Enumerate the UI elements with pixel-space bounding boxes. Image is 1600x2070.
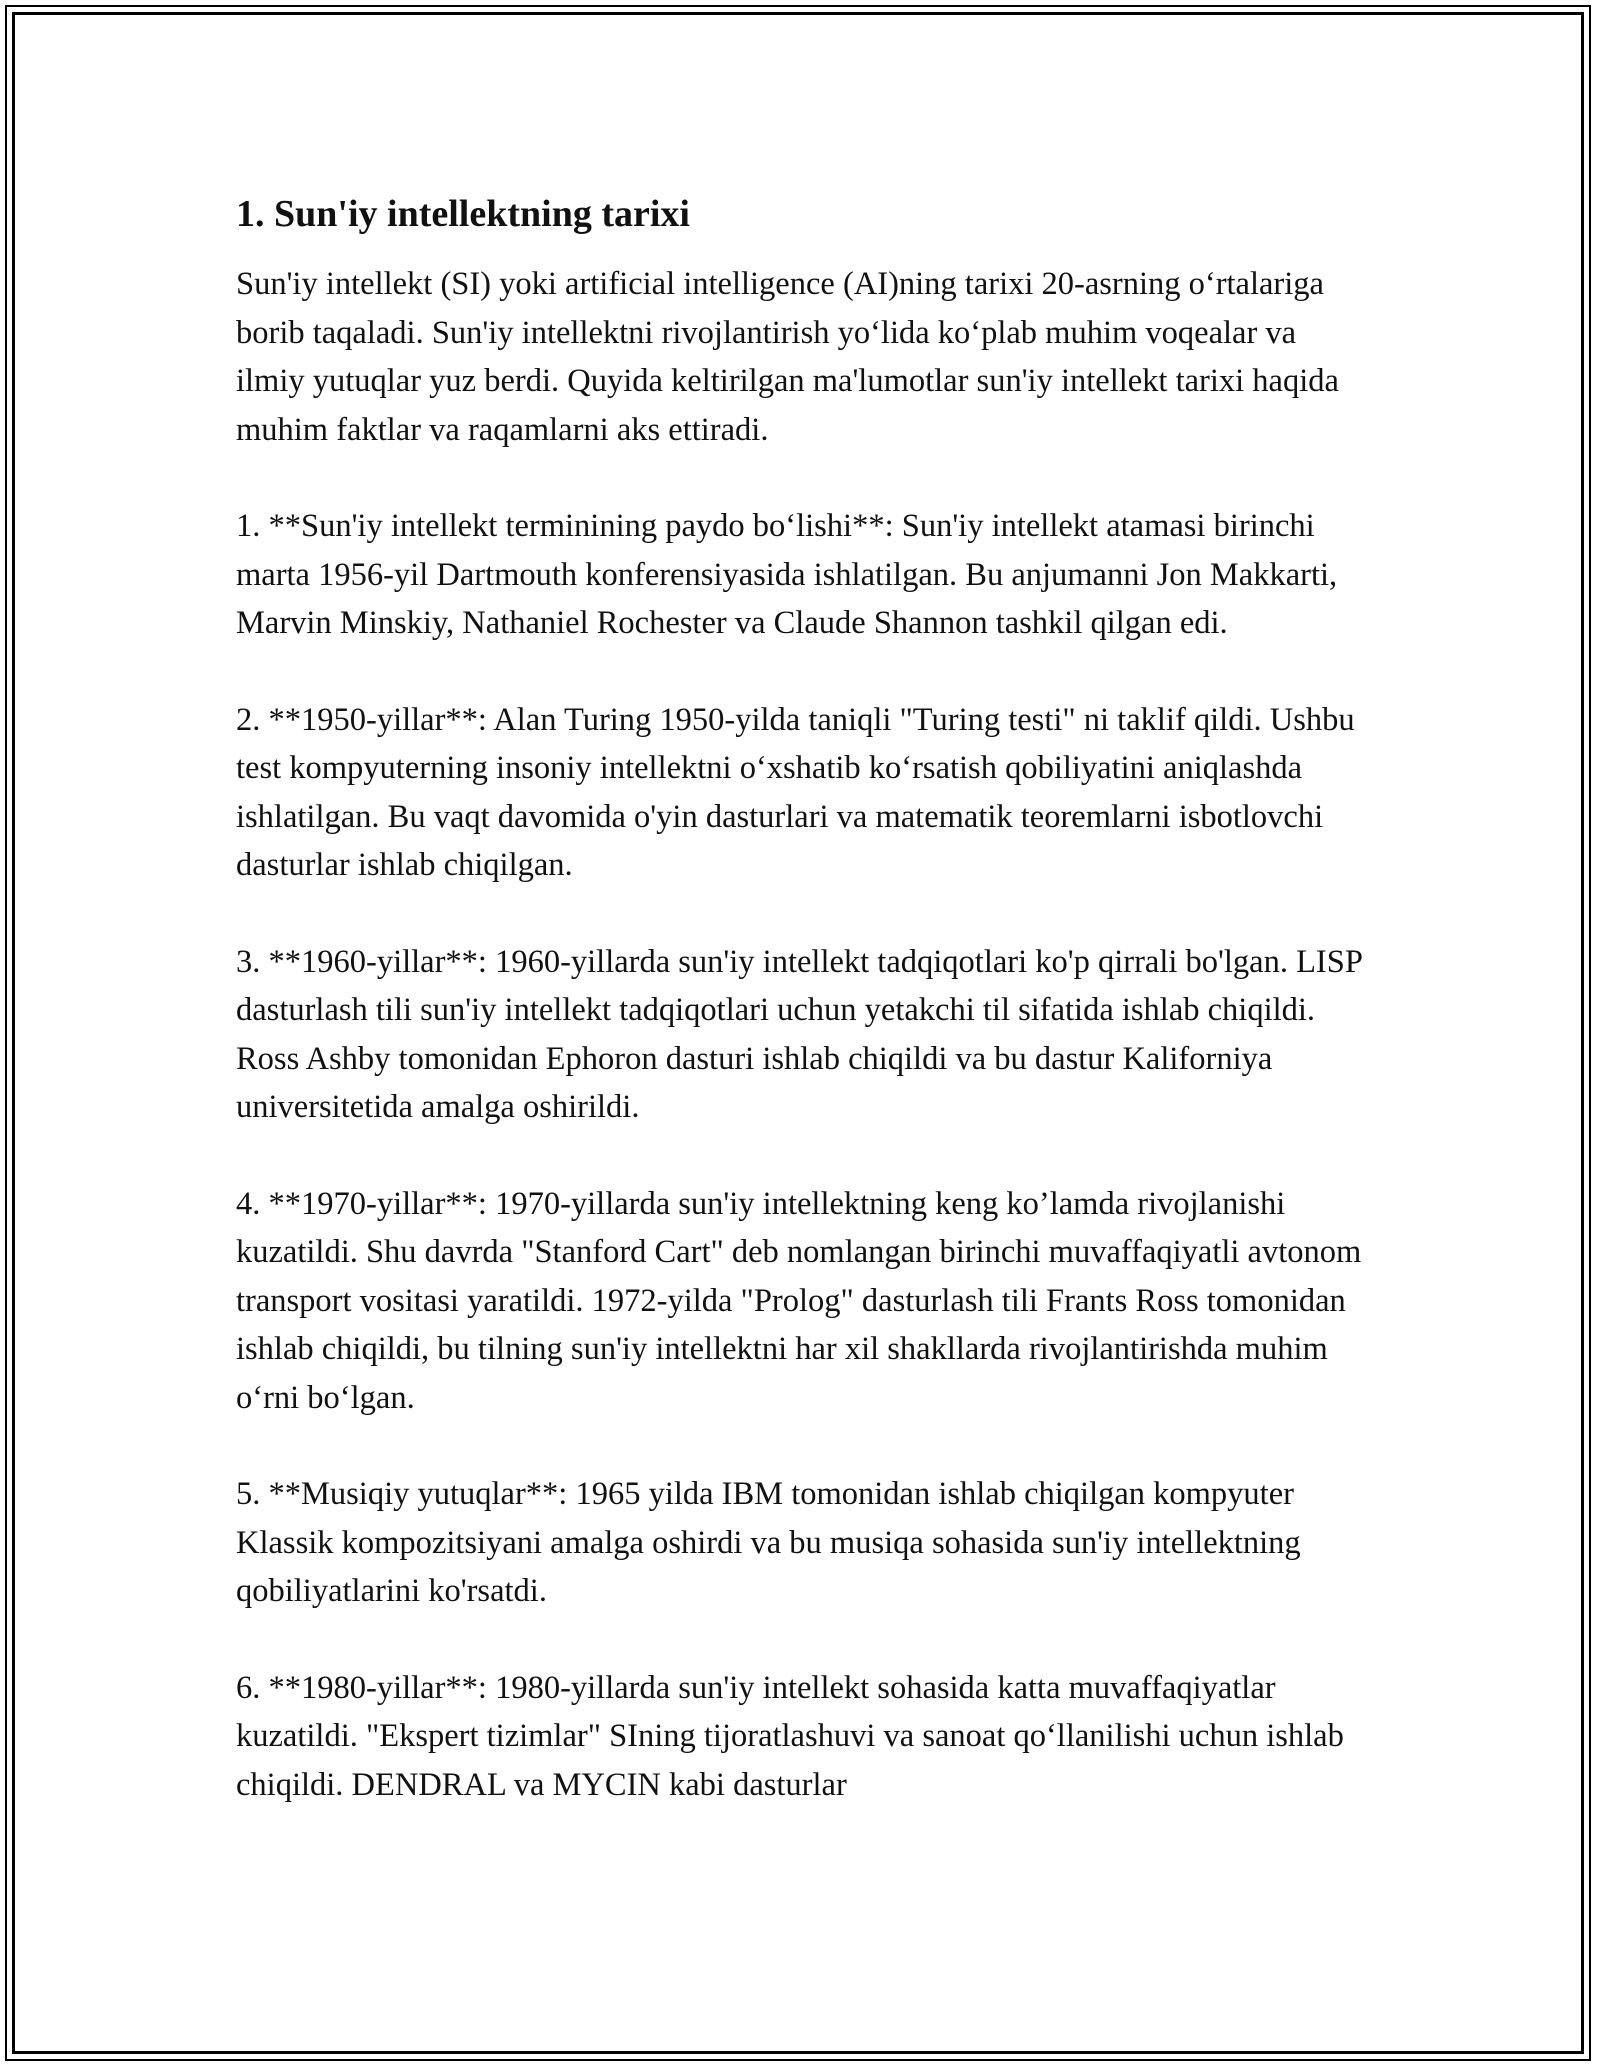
- list-item-3: 3. **1960-yillar**: 1960-yillarda sun'iy intellekt tadqiqotlari ko'p qirrali bo'lgan. LISP dasturlash tili sun'iy intellekt tadqiqotlari uchun yetakchi til sifatida ishlab chiqildi. Ross Ashby tomonidan Ephoron dasturi ishlab chiqildi va bu dastur Kaliforniya universitetida amalga oshirildi.: [236, 943, 1362, 1125]
- list-item-4: 4. **1970-yillar**: 1970-yillarda sun'iy intellektning keng ko’lamda rivojlanishi kuzatildi. Shu davrda "Stanford Cart" deb nomlangan birinchi muvaffaqiyatli avtonom transport vositasi yaratildi. 1972-yilda "Prolog" dasturlash tili Frants Ross tomonidan ishlab chiqildi, bu tilning sun'iy intellektni har xil shakllarda rivojlantirishda muhim o‘rni bo‘lgan.: [236, 1185, 1362, 1416]
- list-item-5: 5. **Musiqiy yutuqlar**: 1965 yilda IBM tomonidan ishlab chiqilgan kompyuter Klassik kompozitsiyani amalga oshirdi va bu musiqa sohasida sun'iy intellektning qobiliyatlarini ko'rsatdi.: [236, 1476, 1301, 1609]
- section-title: 1. Sun'iy intellektning tarixi: [236, 193, 690, 235]
- list-item-2: 2. **1950-yillar**: Alan Turing 1950-yilda taniqli "Turing testi" ni taklif qildi. Ushbu test kompyuterning insoniy intellektni o‘xshatib ko‘rsatish qobiliyatini aniqlashda ishlatilgan. Bu vaqt davomida o'yin dasturlari va matematik teoremlarni isbotlovchi dasturlar ishlab chiqilgan.: [236, 701, 1355, 883]
- list-item-6: 6. **1980-yillar**: 1980-yillarda sun'iy intellekt sohasida katta muvaffaqiyatlar kuzatildi. "Ekspert tizimlar" SIning tijoratlashuvi va sanoat qo‘llanilishi uchun ishlab chiqildi. DENDRAL va MYCIN kabi dasturlar: [236, 1669, 1344, 1803]
- section-body: [236, 260, 1366, 1809]
- document-content: [236, 188, 1366, 1857]
- list-item-1: 1. **Sun'iy intellekt terminining paydo bo‘lishi**: Sun'iy intellekt atamasi birinchi marta 1956-yil Dartmouth konferensiyasida ishlatilgan. Bu anjumanni Jon Makkarti, Marvin Minskiy, Nathaniel Rochester va Claude Shannon tashkil qilgan edi.: [236, 508, 1338, 641]
- intro-paragraph: Sun'iy intellekt (SI) yoki artificial intelligence (AI)ning tarixi 20-asrning o‘rtalariga borib taqaladi. Sun'iy intellektni rivojlantirish yo‘lida ko‘plab muhim voqealar va ilmiy yutuqlar yuz berdi. Quyida keltirilgan ma'lumotlar sun'iy intellekt tarixi haqida muhim faktlar va raqamlarni aks ettiradi.: [236, 266, 1339, 448]
